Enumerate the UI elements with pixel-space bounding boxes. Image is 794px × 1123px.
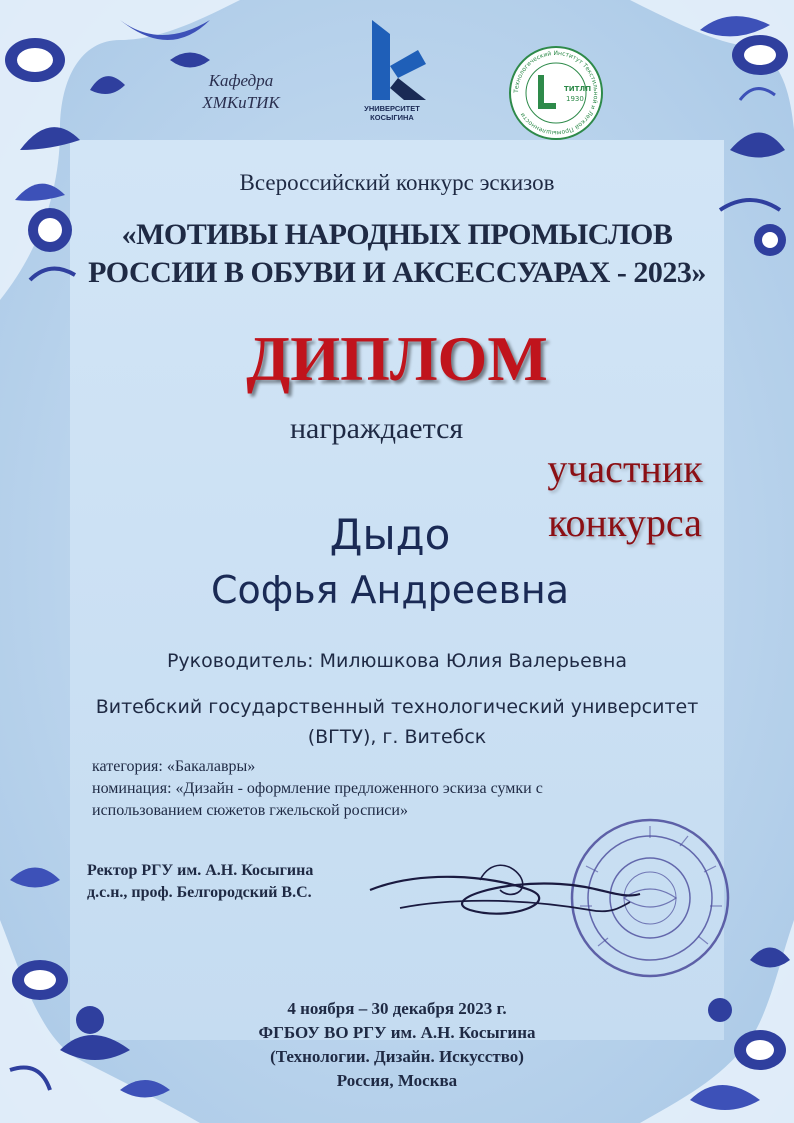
seal-ring-text: Технологический Институт Текстильной и Легкой Промышленности (512, 49, 600, 137)
rector-line1: Ректор РГУ им. А.Н. Косыгина (87, 862, 314, 879)
status-line1: участник (547, 446, 703, 491)
rector-line2: д.с.н., проф. Белгородский В.С. (87, 884, 312, 901)
footer-dates: 4 ноября – 30 декабря 2023 г. (287, 999, 507, 1018)
organization-line1: Витебский государственный технологический университет (95, 696, 699, 718)
uni-logo-line2: КОСЫГИНА (370, 113, 414, 122)
institute-seal-logo (508, 45, 604, 141)
footer-org: ФГБОУ ВО РГУ им. А.Н. Косыгина (258, 1023, 536, 1042)
seal-year-text: 1930 (566, 95, 584, 103)
footer-org-sub: (Технологии. Дизайн. Искусство) (270, 1047, 524, 1066)
organization-line2: (ВГТУ), г. Витебск (307, 726, 487, 748)
department-line1: Кафедра (208, 71, 274, 90)
contest-title-line2: РОССИИ В ОБУВИ И АКСЕССУАРАХ - 2023» (88, 256, 706, 289)
nomination-line1: номинация: «Дизайн - оформление предложенного эскиза сумки с (92, 780, 543, 797)
status-line2: конкурса (548, 500, 702, 545)
department-label (176, 70, 306, 114)
contest-title-line1: «МОТИВЫ НАРОДНЫХ ПРОМЫСЛОВ (121, 218, 673, 251)
recipient-name-line1: Дыдо (329, 510, 451, 559)
department-line2: ХМКиТИК (202, 93, 280, 112)
seal-center-text: ТИТЛП (564, 85, 592, 93)
awarded-label: награждается (290, 412, 464, 445)
nomination-line2: использованием сюжетов гжельской росписи» (92, 802, 408, 819)
supervisor-line: Руководитель: Милюшкова Юлия Валерьевна (166, 650, 628, 672)
category-line: категория: «Бакалавры» (92, 758, 256, 775)
university-logo-text (350, 104, 434, 122)
contest-subtitle: Всероссийский конкурс эскизов (239, 170, 555, 195)
footer-place: Россия, Москва (336, 1071, 458, 1090)
uni-logo-line1: УНИВЕРСИТЕТ (364, 104, 420, 113)
university-logo (368, 20, 428, 102)
diploma-heading: ДИПЛОМ (246, 323, 548, 394)
recipient-name-line2: Софья Андреевна (210, 568, 570, 612)
handwritten-signature (360, 850, 650, 940)
